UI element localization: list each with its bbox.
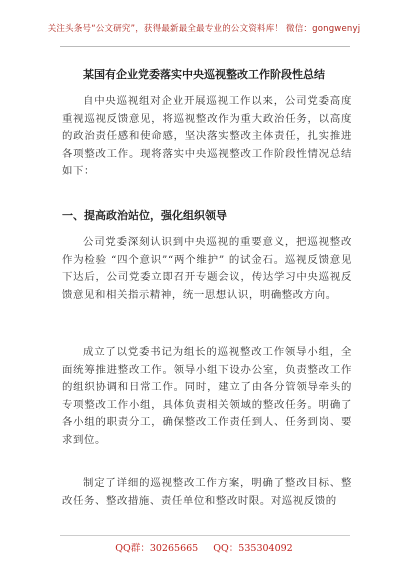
paragraph-3: 制定了详细的巡视整改工作方案，明确了整改目标、整改任务、整改措施、责任单位和整改时限。对巡视反馈的	[62, 477, 352, 507]
document-title: 某国有企业党委落实中央巡视整改工作阶段性总结	[83, 68, 325, 81]
paragraph-2: 成立了以党委书记为组长的巡视整改工作领导小组，全面统筹推进整改工作。领导小组下设办公室，负责整改工作的组织协调和日常工作。同时，建立了由各分管领导牵头的专项整改工作小组，具体负责相关领域的整改任务。明确了各小组的职责分工，确保整改工作责任到人、任务到岗、要求到位。	[62, 346, 352, 446]
qq-number: QQ：535304092	[213, 543, 293, 554]
paragraph-1: 公司党委深刻认识到中央巡视的重要意义，把巡视整改作为检验 “四个意识”“两个维护” 的试金石。巡视反馈意见下达后，公司党委立即召开专题会议，传达学习中央巡视反馈意见和相关指示精神，统一思想认识，明确整改方向。	[62, 236, 352, 301]
intro-paragraph: 自中央巡视组对企业开展巡视工作以来，公司党委高度重视巡视反馈意见，将巡视整改作为重大政治任务，以高度的政治责任感和使命感，坚决落实整改主体责任，扎实推进各项整改工作。现将落实中央巡视整改工作阶段性情况总结如下：	[62, 95, 352, 177]
header-divider	[60, 46, 350, 47]
promo-header: 关注头条号“公文研究”，获得最新最全最专业的公文资料库！ 微信：gongwenyj	[47, 24, 361, 34]
footer-divider	[60, 535, 350, 536]
section-heading: 一、提高政治站位，强化组织领导	[62, 209, 227, 222]
footer	[0, 540, 408, 554]
qq-group-number: QQ群：30265665	[115, 543, 199, 554]
